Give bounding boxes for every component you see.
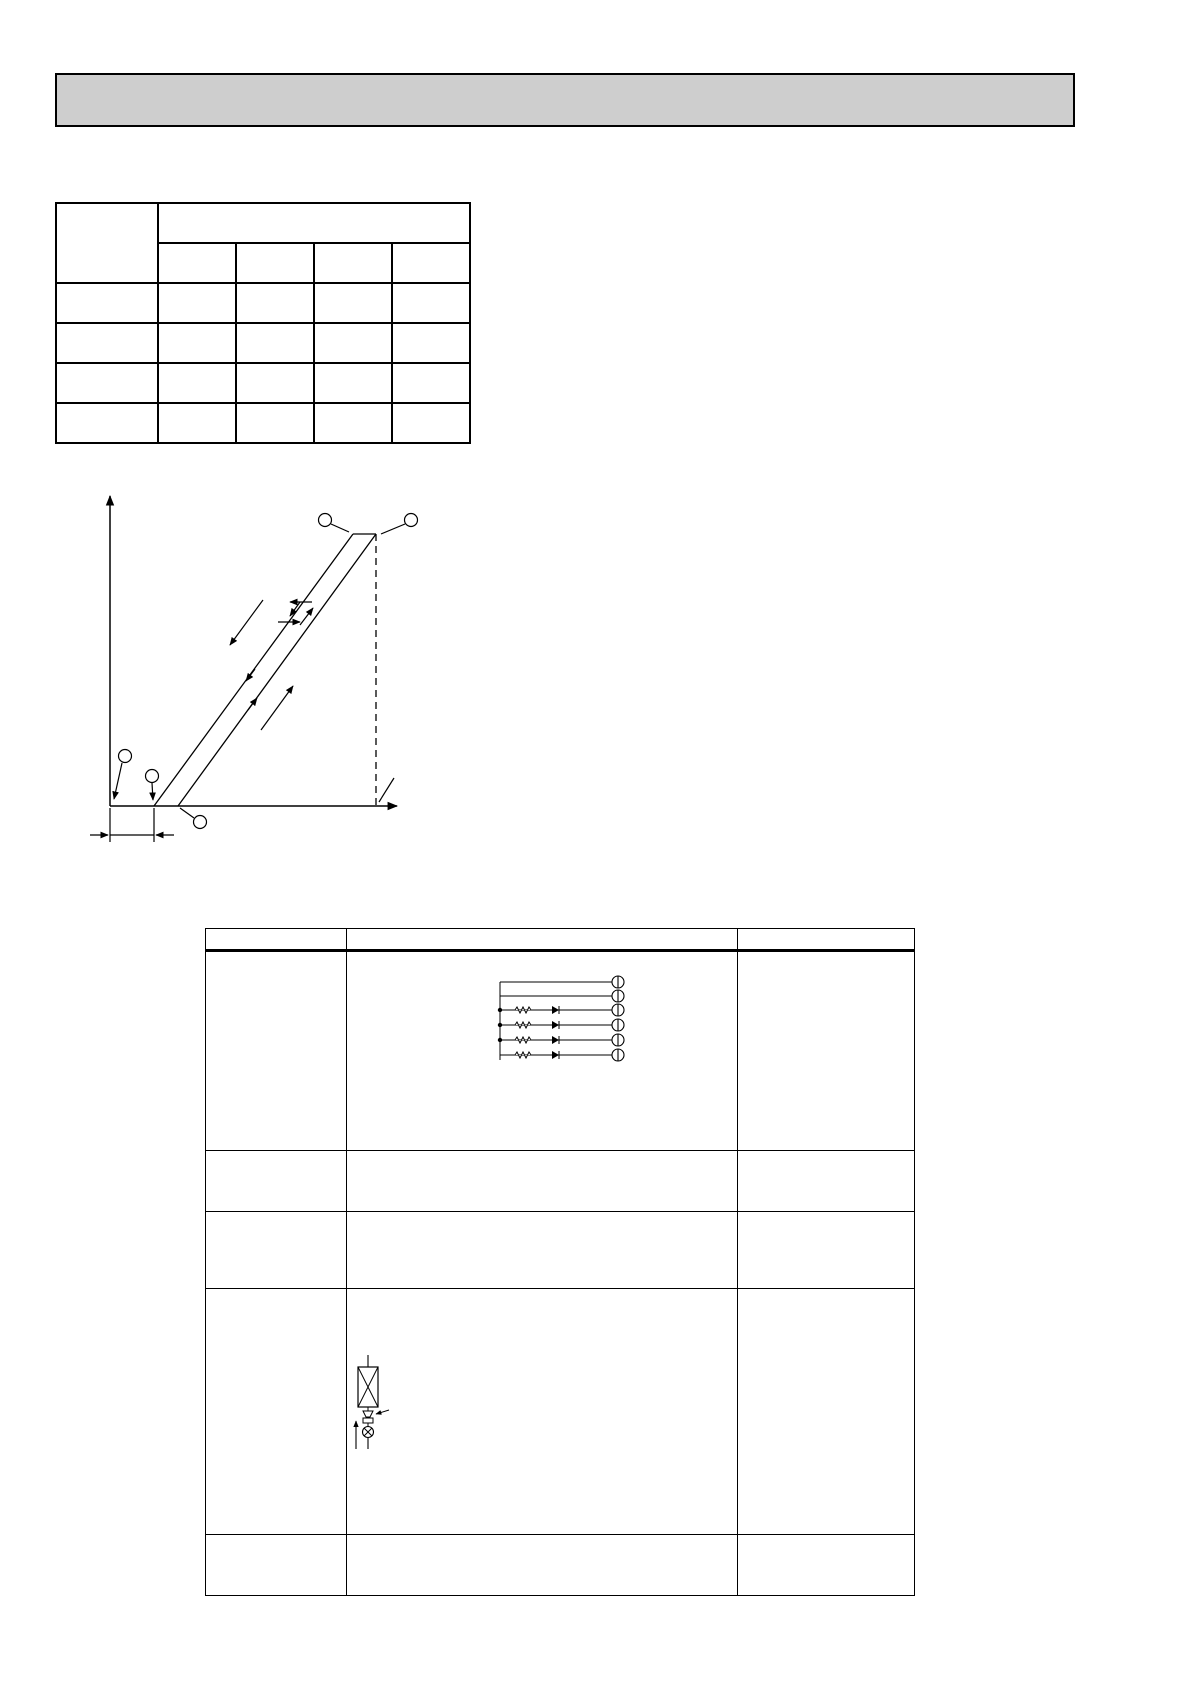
- hysteresis-diagram: [85, 490, 425, 850]
- table-cell: [738, 951, 915, 1151]
- table-cell: [206, 929, 347, 951]
- table-cell: [738, 929, 915, 951]
- table-cell: [236, 283, 314, 323]
- table-cell: [206, 1212, 347, 1289]
- table-cell: [236, 403, 314, 443]
- resistor-led-row: [498, 1021, 612, 1029]
- table-cell: [346, 951, 737, 1151]
- axis-tick: [379, 778, 394, 802]
- table-cell: [206, 1151, 347, 1212]
- curve-right: [178, 534, 376, 806]
- table-cell: [738, 1212, 915, 1289]
- table-cell: [738, 1535, 915, 1596]
- terminal-icon: [612, 1034, 624, 1046]
- marker-leader: [180, 808, 194, 818]
- table-cell: [346, 1289, 737, 1535]
- table-row: [206, 951, 915, 1151]
- table-cell: [56, 323, 158, 363]
- table-cell: [346, 929, 737, 951]
- arrow-increase: [261, 686, 293, 730]
- marker-circle: [194, 816, 207, 829]
- table-cell: [206, 1289, 347, 1535]
- table-row: [206, 1535, 915, 1596]
- table-cell: [392, 243, 470, 283]
- table-cell: [158, 403, 236, 443]
- resistor-led-row: [498, 1006, 612, 1014]
- table-cell: [738, 1151, 915, 1212]
- table-row: [206, 1289, 915, 1535]
- table-cell: [314, 403, 392, 443]
- table-row: [56, 323, 470, 363]
- terminal-icon: [612, 1004, 624, 1016]
- terminal-icon: [612, 1019, 624, 1031]
- table-cell: [314, 363, 392, 403]
- table-cell: [738, 1289, 915, 1535]
- table-row: [56, 403, 470, 443]
- table-row: [206, 1151, 915, 1212]
- table-cell: [392, 323, 470, 363]
- marker-circle: [319, 514, 332, 527]
- section-header-bar: [55, 73, 1075, 127]
- filter-icon: [363, 1411, 373, 1417]
- resistor-led-row: [498, 1036, 612, 1044]
- table-cell: [158, 363, 236, 403]
- table-cell: [236, 243, 314, 283]
- table-header-row: [206, 929, 915, 951]
- valve-coil-schematic: [349, 1353, 409, 1463]
- marker-leader: [152, 783, 153, 800]
- arrow-decrease: [230, 600, 263, 645]
- table-cell: [206, 1535, 347, 1596]
- check-table: [205, 928, 915, 1596]
- marker-circle: [405, 514, 418, 527]
- table-cell: [314, 323, 392, 363]
- table-cell: [346, 1535, 737, 1596]
- table-cell: [392, 283, 470, 323]
- table-cell: [236, 363, 314, 403]
- table-row: [56, 283, 470, 323]
- marker-leader: [331, 524, 349, 532]
- arrow-down-left-line: [246, 669, 255, 681]
- table-cell: [158, 243, 236, 283]
- table-cell: [346, 1151, 737, 1212]
- spec-table: [55, 202, 471, 444]
- marker-leader: [381, 524, 405, 534]
- table-cell: [56, 403, 158, 443]
- table-cell: [158, 283, 236, 323]
- table-cell: [56, 283, 158, 323]
- table-cell: [392, 363, 470, 403]
- marker-circle: [146, 770, 159, 783]
- terminal-icon: [612, 976, 624, 988]
- marker-circle: [119, 750, 132, 763]
- table-cell: [236, 323, 314, 363]
- curve-left: [154, 534, 353, 806]
- valve-icon: [362, 1427, 373, 1438]
- table-cell: [346, 1212, 737, 1289]
- table-cell: [158, 203, 470, 243]
- table-row: [206, 1212, 915, 1289]
- table-cell: [314, 283, 392, 323]
- table-row: [56, 363, 470, 403]
- arrow-up-right-line: [248, 698, 257, 710]
- table-row: [56, 203, 470, 243]
- terminal-icon: [612, 990, 624, 1002]
- marker-leader: [114, 763, 122, 799]
- table-cell: [314, 243, 392, 283]
- table-cell: [392, 403, 470, 443]
- terminal-icon: [612, 1049, 624, 1061]
- table-cell: [56, 203, 158, 283]
- table-cell: [206, 951, 347, 1151]
- led-wiring-schematic: [497, 980, 632, 1070]
- resistor-led-row: [500, 1051, 612, 1059]
- table-cell: [158, 323, 236, 363]
- table-cell: [56, 363, 158, 403]
